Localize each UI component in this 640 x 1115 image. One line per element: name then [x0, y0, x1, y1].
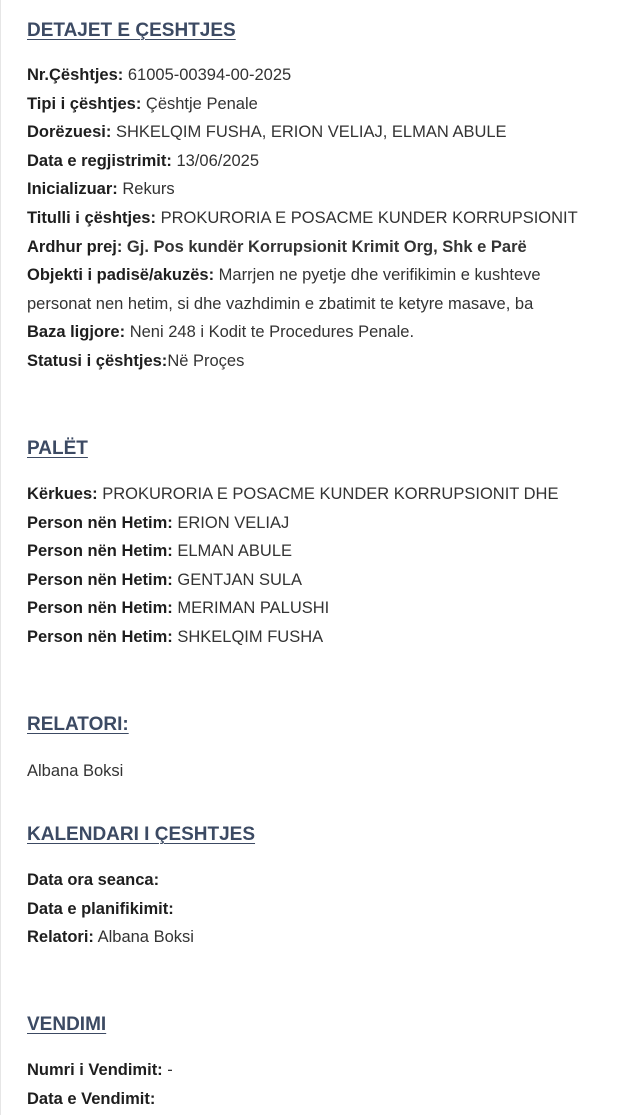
- case-title-row: [27, 204, 640, 233]
- person-under-investigation-row: [27, 594, 640, 623]
- parties-heading: PALËT: [27, 438, 88, 459]
- decision-section: [27, 1014, 640, 1036]
- person-name: ELMAN ABULE: [172, 542, 292, 561]
- calendar-section: [27, 824, 640, 846]
- calendar-rapporteur-row: [27, 923, 640, 952]
- row-label: Data e Vendimit:: [27, 1089, 156, 1108]
- row-label: Tipi i çështjes:: [27, 94, 142, 113]
- row-label: Data e planifikimit:: [27, 899, 174, 918]
- person-under-investigation-row: [27, 566, 640, 595]
- case-status-value: Në Proçes: [167, 351, 245, 370]
- row-label: Baza ligjore:: [27, 323, 126, 342]
- row-label: Person nën Hetim:: [27, 513, 173, 532]
- rapporteur-heading: RELATORI:: [27, 714, 129, 735]
- person-under-investigation-row: [27, 537, 640, 566]
- case-number-value: 61005-00394-00-2025: [123, 66, 292, 84]
- person-name: MERIMAN PALUSHI: [172, 599, 330, 618]
- row-label: Ardhur prej:: [27, 237, 123, 256]
- case-details-heading: DETAJET E ÇESHTJES: [27, 20, 236, 41]
- person-under-investigation-row: [27, 623, 640, 652]
- case-number-row: [27, 61, 640, 90]
- case-type-row: [27, 90, 640, 119]
- initiated-row: [27, 175, 640, 204]
- rapporteur-name: Albana Boksi: [27, 762, 124, 780]
- row-label: Inicializuar:: [27, 180, 118, 199]
- person-under-investigation-row: [27, 509, 640, 538]
- row-label: Person nën Hetim:: [27, 542, 173, 561]
- case-title-value: PROKURORIA E POSACME KUNDER KORRUPSIONIT: [155, 208, 578, 227]
- decision-number-value: -: [162, 1061, 173, 1079]
- calendar-heading: KALENDARI I ÇESHTJES: [27, 824, 256, 845]
- registration-date-row: [27, 147, 640, 176]
- decision-date-row: [27, 1085, 640, 1114]
- case-type-value: Çështje Penale: [141, 94, 258, 113]
- calendar-rows: [27, 866, 640, 952]
- requester-value: PROKURORIA E POSACME KUNDER KORRUPSIONIT DHE: [97, 485, 559, 503]
- registration-date-value: 13/06/2025: [171, 151, 260, 170]
- lawsuit-object-value: Marrjen ne pyetje dhe verifikimin e kushteve: [214, 266, 541, 285]
- rapporteur-section: [27, 714, 640, 736]
- lawsuit-object-continued-value: personat nen hetim, si dhe vazhdimin e zbatimit te ketyre masave, ba: [27, 294, 534, 313]
- planning-date-row: [27, 895, 640, 924]
- row-label: Data ora seanca:: [27, 871, 160, 889]
- initiated-value: Rekurs: [117, 180, 175, 199]
- decision-rows: [27, 1056, 640, 1113]
- rapporteur-body: [27, 762, 640, 781]
- case-details-section: [27, 20, 640, 42]
- hearing-datetime-row: [27, 866, 640, 895]
- parties-rows: [27, 480, 640, 652]
- row-label: Kërkues:: [27, 485, 98, 503]
- row-label: Person nën Hetim:: [27, 627, 173, 646]
- case-status-row: [27, 347, 640, 376]
- parties-section: [27, 438, 640, 460]
- person-name: GENTJAN SULA: [172, 570, 303, 589]
- decision-heading: VENDIMI: [27, 1014, 107, 1035]
- lawsuit-object-row: [27, 261, 640, 290]
- row-label: Objekti i padisë/akuzës:: [27, 266, 215, 285]
- submitter-row: [27, 118, 640, 147]
- lawsuit-object-continued-row: [27, 290, 640, 319]
- row-label: Numri i Vendimit:: [27, 1061, 163, 1079]
- origin-row: [27, 233, 640, 262]
- row-label: Statusi i çështjes:: [27, 351, 168, 370]
- decision-number-row: [27, 1056, 640, 1085]
- legal-basis-value: Neni 248 i Kodit te Procedures Penale.: [125, 323, 415, 342]
- row-label: Relatori:: [27, 928, 94, 947]
- row-label: Titulli i çështjes:: [27, 208, 156, 227]
- row-label: Person nën Hetim:: [27, 570, 173, 589]
- origin-value: Gj. Pos kundër Korrupsionit Krimit Org, Shk e Parë: [122, 237, 527, 256]
- submitter-value: SHKELQIM FUSHA, ERION VELIAJ, ELMAN ABULE: [111, 123, 507, 142]
- calendar-rapporteur-value: Albana Boksi: [93, 928, 194, 947]
- person-name: ERION VELIAJ: [172, 513, 290, 532]
- legal-basis-row: [27, 318, 640, 347]
- row-label: Dorëzuesi:: [27, 123, 112, 142]
- row-label: Data e regjistrimit:: [27, 151, 172, 170]
- case-details-rows: [27, 61, 640, 376]
- row-label: Nr.Çështjes:: [27, 66, 124, 84]
- person-name: SHKELQIM FUSHA: [172, 627, 324, 646]
- requester-row: [27, 480, 640, 509]
- row-label: Person nën Hetim:: [27, 599, 173, 618]
